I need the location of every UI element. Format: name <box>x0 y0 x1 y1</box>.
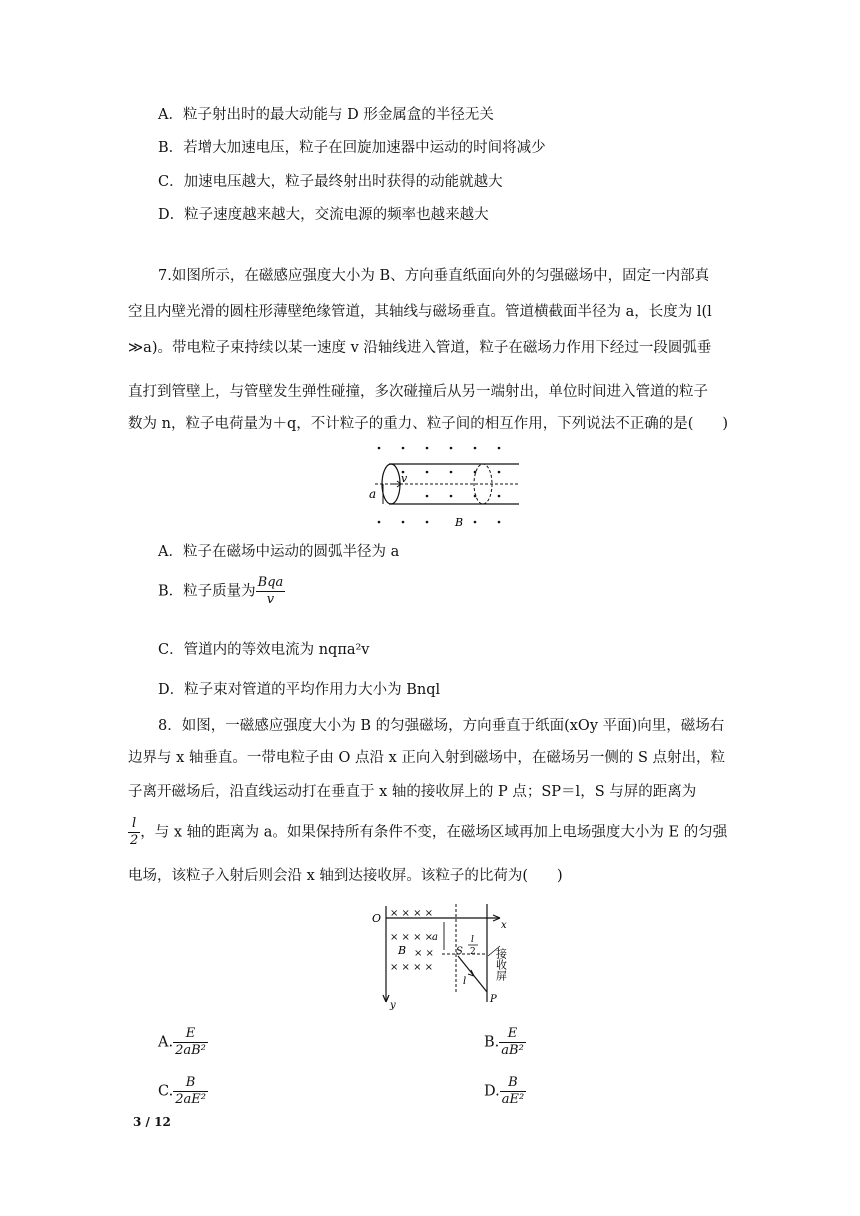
q7-option-c: C．管道内的等效电流为 nqπa²v <box>158 642 370 658</box>
q8-option-d <box>484 1075 526 1108</box>
velocity-label: v <box>401 472 408 485</box>
option-prefix: D. <box>484 1083 500 1100</box>
option-prefix: C. <box>158 1083 174 1100</box>
q8-stem-line3: 子离开磁场后，沿直线运动打在垂直于 x 轴的接收屏上的 P 点；SP＝l，S 与屏的距离为 <box>128 784 697 800</box>
fraction-denominator: 2 <box>130 833 139 848</box>
q8-stem-line5: 电场，该粒子入射后则会沿 x 轴到达接收屏。该粒子的比荷为( ) <box>128 868 563 884</box>
q8-field-figure <box>370 898 530 1010</box>
q7-option-b <box>158 575 285 608</box>
q8-stem-fraction <box>128 816 140 849</box>
q8-stem-line4 <box>128 816 727 849</box>
q8-option-c <box>158 1075 208 1108</box>
option-fraction <box>499 1026 526 1059</box>
option-fraction <box>500 1075 526 1108</box>
q7-option-b-fraction <box>256 575 286 608</box>
q7-option-d: D．粒子束对管道的平均作用力大小为 Bnql <box>158 682 441 698</box>
q7-stem-line4: 直打到管壁上，与管壁发生弹性碰撞，多次碰撞后从另一端射出，单位时间进入管道的粒子 <box>128 384 708 400</box>
fraction-numerator: E <box>499 1026 526 1043</box>
exit-point-s-label: S <box>456 946 463 957</box>
q8-stem-line4-text: ，与 x 轴的距离为 a。如果保持所有条件不变，在磁场区域再加上电场强度大小为 E 的匀强 <box>140 824 728 841</box>
q7-option-a: A．粒子在磁场中运动的圆弧半径为 a <box>158 544 400 560</box>
fraction-numerator: E <box>173 1026 208 1043</box>
q8-stem-line1: 8．如图，一磁感应强度大小为 B 的匀强磁场，方向垂直于纸面(xOy 平面)向里，磁场右 <box>158 718 725 734</box>
svg-text:× × × ×: × × × × <box>390 962 434 973</box>
svg-text:× ×: × × <box>414 948 434 959</box>
fraction-numerator: B <box>173 1075 208 1092</box>
fraction-denominator: 2aE² <box>175 1092 206 1107</box>
q6-option-b: B．若增大加速电压，粒子在回旋加速器中运动的时间将减少 <box>158 140 546 156</box>
fraction-denominator: aE² <box>501 1092 525 1107</box>
svg-text:× × × ×: × × × × <box>390 932 434 943</box>
distance-a-label: a <box>432 932 438 943</box>
field-label: B <box>455 516 464 529</box>
q8-stem-line2: 边界与 x 轴垂直。一带电粒子由 O 点沿 x 正向入射到磁场中，在磁场另一侧的 S 点射出，粒 <box>128 750 726 766</box>
fraction-numerator: B <box>500 1075 526 1092</box>
field-b-label: B <box>398 944 407 957</box>
q7-stem-line1: 7.如图所示，在磁感应强度大小为 B、方向垂直纸面向外的匀强磁场中，固定一内部真 <box>158 268 710 284</box>
q7-stem-line2: 空且内壁光滑的圆柱形薄壁绝缘管道，其轴线与磁场垂直。管道横截面半径为 a，长度为 l(l <box>128 304 712 320</box>
option-fraction <box>173 1075 208 1108</box>
fraction-denominator: v <box>266 592 275 607</box>
field-dots <box>378 447 501 524</box>
option-fraction <box>173 1026 208 1059</box>
q8-option-b <box>484 1026 526 1059</box>
fraction-denominator: 2aB² <box>175 1043 206 1058</box>
q7-option-b-prefix: B．粒子质量为 <box>158 583 256 600</box>
point-p-label: P <box>490 994 497 1005</box>
q7-stem-line5: 数为 n，粒子电荷量为＋q，不计粒子的重力、粒子间的相互作用，下列说法不正确的是( ) <box>128 416 729 432</box>
fraction-numerator: Bqa <box>257 575 284 590</box>
q6-option-a: A．粒子射出时的最大动能与 D 形金属盒的半径无关 <box>158 107 494 123</box>
fraction-denominator: aB² <box>501 1043 524 1058</box>
q8-option-a <box>158 1026 208 1059</box>
y-axis-label: y <box>390 1000 396 1010</box>
half-l-denominator: 2 <box>470 947 476 957</box>
svg-text:× × × ×: × × × × <box>390 908 434 919</box>
q7-stem-line3: ≫a)。带电粒子束持续以某一速度 v 沿轴线进入管道，粒子在磁场力作用下经过一段圆弧垂 <box>128 340 712 356</box>
origin-label: O <box>372 912 382 925</box>
half-l-numerator: l <box>471 935 474 945</box>
q6-option-c: C．加速电压越大，粒子最终射出时获得的动能就越大 <box>158 174 503 190</box>
path-l-label: l <box>463 976 467 987</box>
option-prefix: B. <box>484 1034 500 1051</box>
fraction-numerator: l <box>128 816 140 833</box>
q7-pipe-figure <box>365 442 525 534</box>
x-axis-label: x <box>501 920 507 931</box>
page-number: 3 / 12 <box>133 1115 171 1129</box>
pipe-radius-label: a <box>369 487 377 501</box>
screen-label: 接收屏 <box>494 948 508 981</box>
option-prefix: A. <box>158 1034 174 1051</box>
q6-option-d: D．粒子速度越来越大，交流电源的频率也越来越大 <box>158 207 489 223</box>
field-crosses <box>390 908 434 973</box>
